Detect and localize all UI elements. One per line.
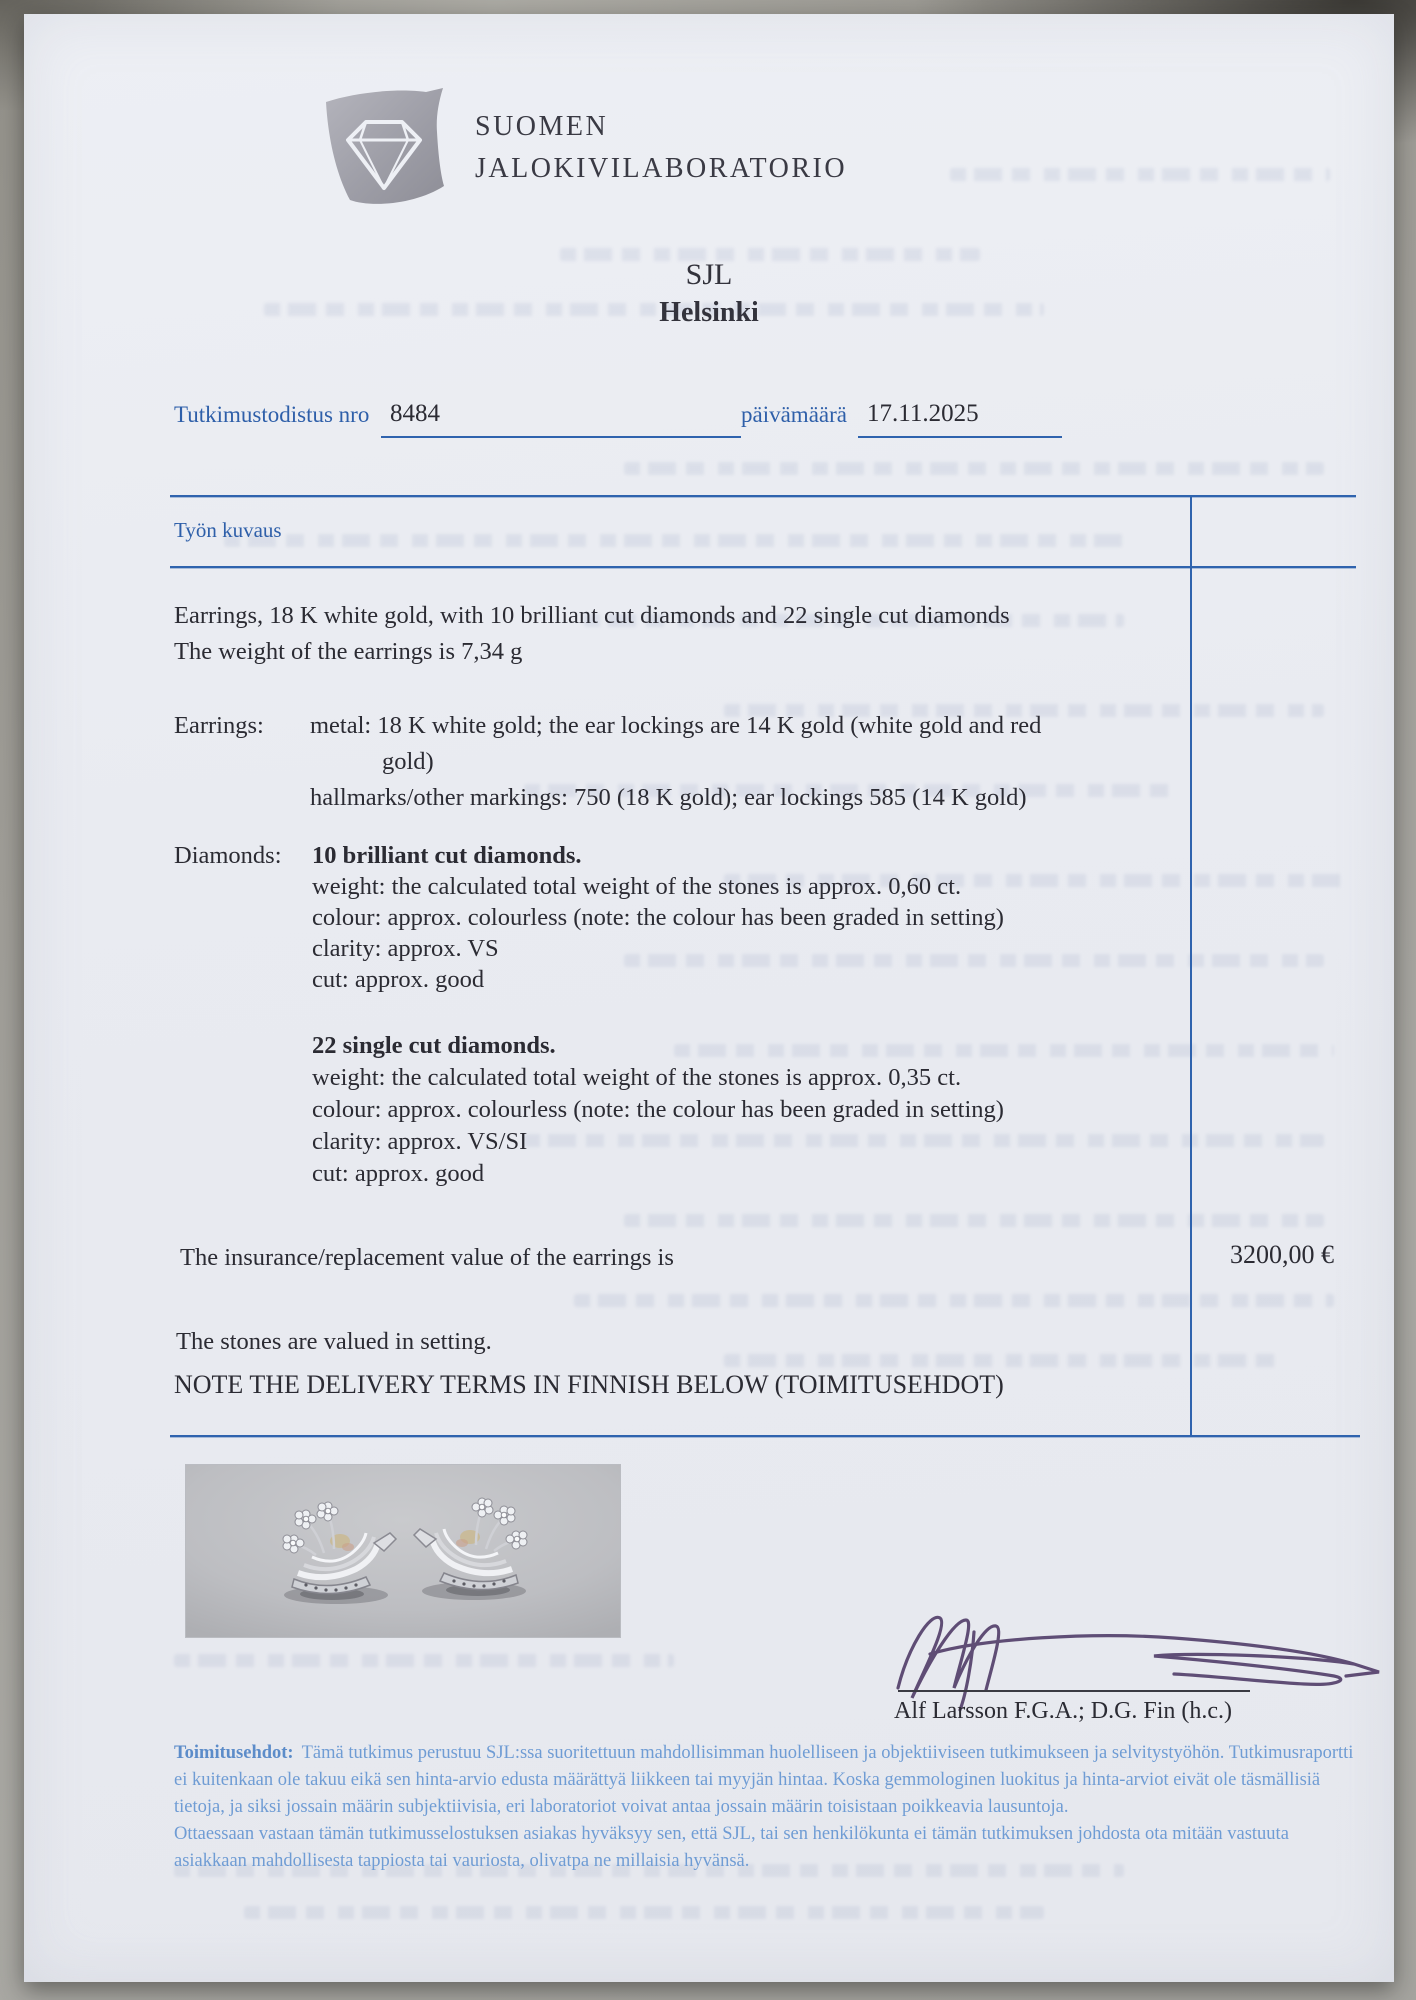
diamond-group-colour: colour: approx. colourless (note: the colour has been graded in setting): [312, 904, 1004, 931]
diamond-group-cut: cut: approx. good: [312, 1160, 485, 1187]
signatory-name: Alf Larsson F.G.A.; D.G. Fin (h.c.): [894, 1698, 1233, 1724]
diamond-group-cut: cut: approx. good: [312, 966, 485, 993]
value-column-divider: [1190, 495, 1192, 1435]
signature-scribble: [834, 1602, 1394, 1712]
diamond-group-title: 10 brilliant cut diamonds.: [312, 842, 582, 869]
diamond-group-title: 22 single cut diamonds.: [312, 1032, 556, 1059]
summary-line1: Earrings, 18 K white gold, with 10 brilliant cut diamonds and 22 single cut diamonds: [174, 602, 1010, 629]
earrings-label: Earrings:: [174, 712, 264, 739]
bleed-through-artifact: [524, 1134, 1324, 1147]
terms-label: Toimitusehdot:: [174, 1743, 294, 1763]
org-abbreviation: SJL: [685, 258, 733, 291]
org-name-line2: JALOKIVILABORATORIO: [475, 153, 848, 184]
insurance-value-amount: 3200,00 €: [1230, 1240, 1334, 1269]
earrings-hallmarks: hallmarks/other markings: 750 (18 K gold); ear lockings 585 (14 K gold): [310, 784, 1027, 811]
work-description-label: Työn kuvaus: [174, 518, 282, 542]
terms-line: ei kuitenkaan ole takuu eikä sen hinta-arvio edusta määrättyä liikkeen tai myyjän hintaa. Koska gemmologinen luokitus ja hinta-arviot eivät ole täsmällisiä: [174, 1770, 1321, 1790]
diamond-group-clarity: clarity: approx. VS: [312, 935, 499, 962]
terms-line: asiakkaan mahdollisesta tappiosta tai vauriosta, olivatpa ne millaisia hyvänsä.: [174, 1851, 750, 1871]
date-underline: [858, 436, 1062, 438]
bleed-through-artifact: [624, 462, 1324, 475]
terms-line: tietoja, ja siksi jossain määrin subjektiivisia, eri laboratoriot voivat antaa jossain määrin toisistaan poikkeavia lausuntoja.: [174, 1797, 1069, 1817]
earrings-metal-line2: gold): [382, 748, 434, 775]
table-rule-bottom: [170, 566, 1356, 568]
terms-line: [174, 1740, 1353, 1767]
diamond-group-colour: colour: approx. colourless (note: the colour has been graded in setting): [312, 1096, 1004, 1123]
earrings-photo-image: [186, 1465, 620, 1637]
bleed-through-artifact: [624, 954, 1324, 967]
org-wordmark: [475, 106, 847, 190]
bleed-through-artifact: [950, 168, 1330, 181]
diamond-group-weight: weight: the calculated total weight of the stones is approx. 0,60 ct.: [312, 873, 962, 900]
diamonds-label: Diamonds:: [174, 842, 282, 869]
date-label: päivämäärä: [741, 402, 847, 427]
table-rule-top: [170, 495, 1356, 497]
diamond-group-weight: weight: the calculated total weight of the stones is approx. 0,35 ct.: [312, 1064, 962, 1091]
valuation-note: The stones are valued in setting.: [176, 1328, 492, 1355]
delivery-terms-note: NOTE THE DELIVERY TERMS IN FINNISH BELOW (TOIMITUSEHDOT): [174, 1370, 1004, 1399]
bleed-through-artifact: [624, 1214, 1324, 1227]
earrings-metal-line1: metal: 18 K white gold; the ear lockings are 14 K gold (white gold and red: [310, 712, 1042, 739]
certificate-page: [24, 14, 1394, 1982]
terms-line: Ottaessaan vastaan tämän tutkimusselostuksen asiakas hyväksyy sen, että SJL, tai sen henkilökunta ei tämän tutkimuksen johdosta ota mitään vastuuta: [174, 1824, 1289, 1844]
org-city: Helsinki: [659, 297, 759, 328]
bleed-through-artifact: [574, 1294, 1334, 1307]
org-name-line1: SUOMEN: [475, 111, 609, 142]
date-value: 17.11.2025: [867, 400, 979, 427]
insurance-value-label: The insurance/replacement value of the earrings is: [180, 1244, 674, 1271]
item-summary: [174, 598, 1010, 670]
bleed-through-artifact: [244, 1906, 1044, 1919]
diamond-logo-icon: [320, 86, 450, 212]
bleed-through-artifact: [224, 534, 1124, 547]
earrings-photo: [185, 1464, 621, 1638]
summary-line2: The weight of the earrings is 7,34 g: [174, 638, 523, 665]
bleed-through-artifact: [174, 1654, 674, 1667]
diamond-group-clarity: clarity: approx. VS/SI: [312, 1128, 528, 1155]
terms-line1-text: Tämä tutkimus perustuu SJL:ssa suoritettuun mahdollisimman huolelliseen ja objektiiviseen tutkimukseen ja selvitystyöhön. Tutkimusraportti: [301, 1743, 1354, 1763]
footer-rule: [170, 1435, 1360, 1437]
certificate-number-underline: [381, 436, 741, 438]
bleed-through-artifact: [674, 1044, 1334, 1057]
bleed-through-artifact: [724, 1354, 1284, 1367]
certificate-number-value: 8484: [390, 400, 440, 427]
sjl-logo: [320, 86, 450, 212]
certificate-number-label: Tutkimustodistus nro: [174, 402, 370, 427]
signature-rule: [898, 1690, 1250, 1692]
